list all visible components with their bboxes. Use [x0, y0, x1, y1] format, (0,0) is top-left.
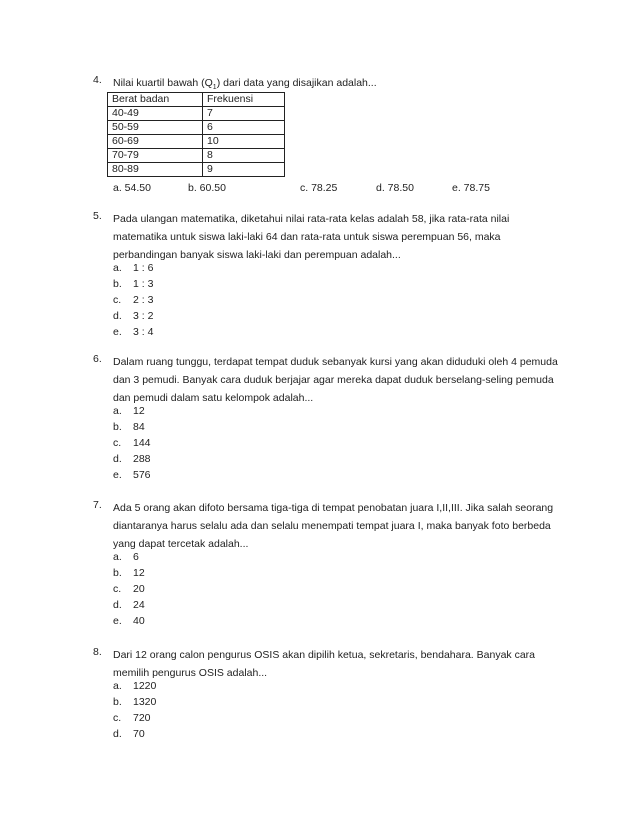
option-d: [113, 726, 145, 742]
table-cell: 8: [203, 149, 285, 163]
option-text: 144: [133, 437, 151, 449]
option-c: [113, 581, 145, 597]
option-a: [113, 678, 156, 694]
option-text: 40: [133, 615, 145, 627]
option-c: [113, 292, 153, 308]
question-line: perbandingan banyak siswa laki-laki dan perempuan adalah...: [113, 249, 401, 261]
option-letter: d.: [113, 599, 122, 611]
table-cell: 70-79: [108, 149, 203, 163]
question-text-part: ) dari data yang disajikan adalah...: [216, 77, 377, 89]
option-text: 3 : 4: [133, 326, 154, 338]
option-d: [113, 308, 153, 324]
option-letter: d.: [113, 728, 122, 740]
option-letter: b.: [113, 567, 122, 579]
option-b: [113, 694, 156, 710]
option-e: e. 78.75: [452, 182, 490, 194]
option-text: 1 : 6: [133, 262, 154, 274]
frequency-table: [107, 92, 285, 177]
question-text-part: Nilai kuartil bawah (Q: [113, 77, 213, 89]
option-a: [113, 403, 145, 419]
question-line: Dari 12 orang calon pengurus OSIS akan dipilih ketua, sekretaris, bendahara. Banyak cara: [113, 649, 535, 661]
option-letter: a.: [113, 680, 122, 692]
option-letter: e.: [113, 469, 122, 481]
question-text: [113, 499, 573, 553]
question-line: Pada ulangan matematika, diketahui nilai rata-rata kelas adalah 58, jika rata-rata nilai: [113, 213, 510, 225]
table-header-row: [108, 93, 285, 107]
option-c: [113, 435, 151, 451]
option-text: 576: [133, 469, 151, 481]
option-e: [113, 613, 145, 629]
table-row: [108, 135, 285, 149]
option-e: [113, 324, 153, 340]
question-text: [113, 646, 573, 682]
option-letter: e.: [113, 615, 122, 627]
option-d: [113, 597, 145, 613]
table-row: [108, 121, 285, 135]
table-row: [108, 149, 285, 163]
question-line: Dalam ruang tunggu, terdapat tempat duduk sebanyak kursi yang akan diduduki oleh 4 pemuda: [113, 356, 558, 368]
option-b: [113, 276, 153, 292]
question-number: 8.: [93, 646, 102, 658]
table-cell: 7: [203, 107, 285, 121]
option-text: 12: [133, 405, 145, 417]
option-letter: b.: [113, 421, 122, 433]
question-text: [113, 210, 573, 264]
option-text: 70: [133, 728, 145, 740]
table-cell: 9: [203, 163, 285, 177]
option-letter: b.: [113, 696, 122, 708]
option-b: b. 60.50: [188, 182, 226, 194]
option-b: [113, 419, 145, 435]
option-letter: d.: [113, 453, 122, 465]
option-letter: c.: [113, 712, 122, 724]
question-line: Ada 5 orang akan difoto bersama tiga-tiga di tempat penobatan juara I,II,III. Jika salah seorang: [113, 502, 554, 514]
option-letter: c.: [113, 583, 122, 595]
option-text: 24: [133, 599, 145, 611]
option-a: a. 54.50: [113, 182, 151, 194]
option-letter: c.: [113, 294, 122, 306]
option-letter: a.: [113, 262, 122, 274]
question-number: 5.: [93, 210, 102, 222]
option-text: 1220: [133, 680, 157, 692]
option-d: d. 78.50: [376, 182, 414, 194]
table-cell: 80-89: [108, 163, 203, 177]
question-line: matematika untuk siswa laki-laki 64 dan rata-rata untuk siswa perempuan 56, maka: [113, 231, 501, 243]
question-line: dan 3 pemudi. Banyak cara duduk berjajar agar mereka dapat duduk berselang-seling pemuda: [113, 374, 554, 386]
option-text: 20: [133, 583, 145, 595]
option-text: 3 : 2: [133, 310, 154, 322]
question-line: yang dapat tercetak adalah...: [113, 538, 249, 550]
option-d: [113, 451, 151, 467]
question-text: [113, 353, 573, 407]
option-text: 12: [133, 567, 145, 579]
option-text: 288: [133, 453, 151, 465]
question-line: diantaranya harus selalu ada dan selalu menempati tempat juara I, maka banyak foto berbeda: [113, 520, 551, 532]
option-letter: e.: [113, 326, 122, 338]
table-cell: 50-59: [108, 121, 203, 135]
option-letter: d.: [113, 310, 122, 322]
option-e: [113, 467, 151, 483]
option-text: 1 : 3: [133, 278, 154, 290]
question-line: memilih pengurus OSIS adalah...: [113, 667, 268, 679]
option-a: [113, 549, 139, 565]
question-number: 4.: [93, 74, 102, 86]
option-b: [113, 565, 145, 581]
option-text: 84: [133, 421, 145, 433]
table-header-cell: Berat badan: [108, 93, 203, 107]
option-letter: b.: [113, 278, 122, 290]
table-cell: 6: [203, 121, 285, 135]
option-text: 720: [133, 712, 151, 724]
option-c: [113, 710, 151, 726]
question-number: 6.: [93, 353, 102, 365]
table-cell: 40-49: [108, 107, 203, 121]
question-number: 7.: [93, 499, 102, 511]
option-text: 2 : 3: [133, 294, 154, 306]
option-letter: c.: [113, 437, 122, 449]
option-text: 1320: [133, 696, 157, 708]
table-header-cell: Frekuensi: [203, 93, 285, 107]
table-cell: 60-69: [108, 135, 203, 149]
subscript: 1: [212, 84, 217, 92]
question-line: dan pemudi dalam satu kelompok adalah...: [113, 392, 314, 404]
option-c: c. 78.25: [300, 182, 338, 194]
table-row: [108, 163, 285, 177]
option-letter: a.: [113, 551, 122, 563]
option-a: [113, 260, 153, 276]
table-row: [108, 107, 285, 121]
table-cell: 10: [203, 135, 285, 149]
option-text: 6: [133, 551, 139, 563]
option-letter: a.: [113, 405, 122, 417]
